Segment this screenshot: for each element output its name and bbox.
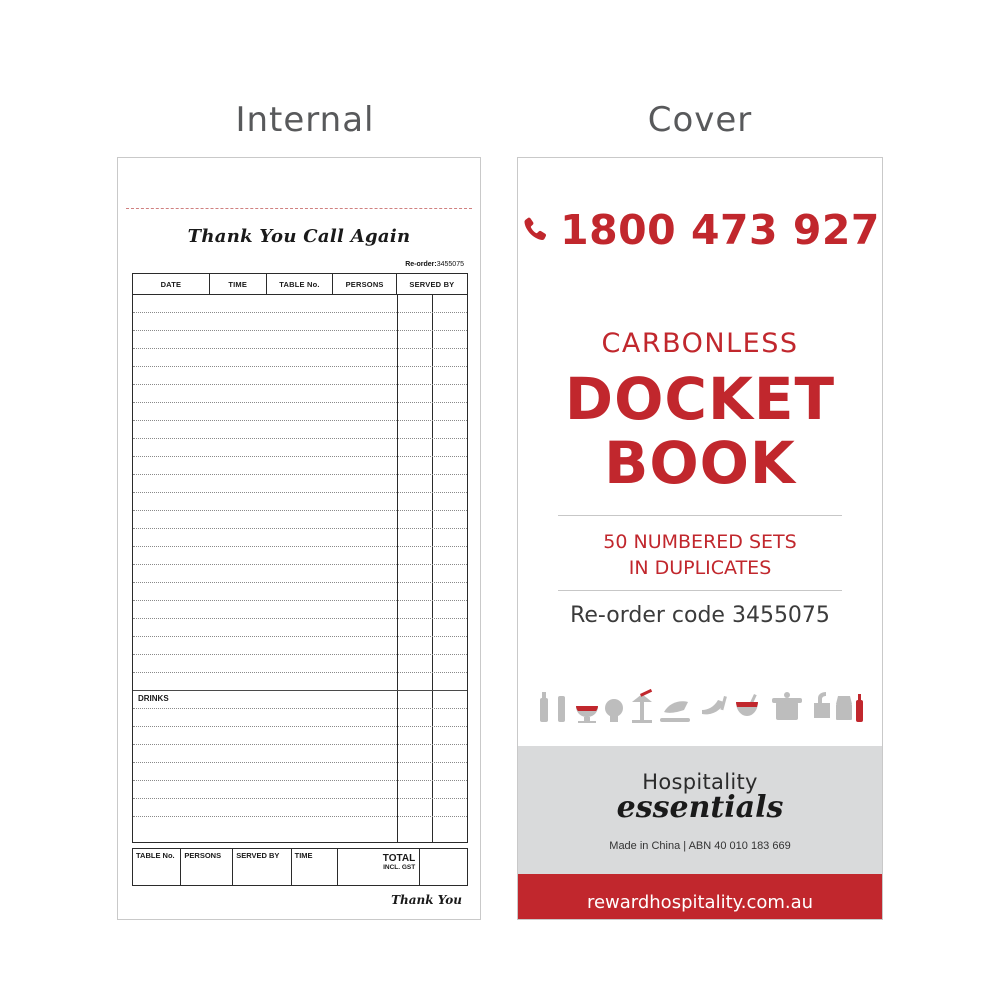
rule-line	[133, 780, 467, 781]
rule-line	[133, 492, 467, 493]
rule-line	[133, 474, 467, 475]
reorder-label: Re-order:	[405, 261, 437, 268]
rule-line	[133, 636, 467, 637]
phone-number: 1800 473 927	[560, 206, 880, 254]
phone-icon	[520, 213, 550, 247]
table-vertical-rule-right2	[432, 294, 433, 842]
footer-label-table-no: TABLE No.	[133, 849, 181, 885]
reorder-number: 3455075	[436, 261, 464, 268]
panel-title-cover: Cover	[647, 100, 753, 140]
rule-line	[133, 330, 467, 331]
divider-line-bottom	[558, 590, 842, 591]
panel-title-internal: Internal	[235, 100, 375, 140]
rule-line	[133, 708, 467, 709]
rule-line	[133, 384, 467, 385]
divider-line-top	[558, 515, 842, 516]
rule-line	[133, 600, 467, 601]
footer-label-served-by: SERVED BY	[233, 849, 291, 885]
thank-you-call-again-text: Thank You Call Again	[187, 226, 411, 247]
rule-line	[133, 744, 467, 745]
rule-line	[133, 438, 467, 439]
rule-line	[133, 348, 467, 349]
title-docket: DOCKET	[564, 365, 836, 433]
rule-line	[133, 456, 467, 457]
brand-name-hospitality: Hospitality	[642, 770, 758, 794]
drinks-section-divider	[133, 690, 467, 691]
perforation-line	[126, 208, 472, 209]
sets-description	[518, 530, 882, 581]
column-header-served-by: SERVED BY	[409, 279, 455, 289]
rule-line	[133, 402, 467, 403]
rule-line	[133, 762, 467, 763]
column-header-time: TIME	[210, 274, 267, 294]
footer-total-cell	[338, 849, 420, 885]
column-header-persons: PERSONS	[333, 274, 396, 294]
docket-table	[132, 273, 468, 843]
rule-line	[133, 312, 467, 313]
rule-line	[133, 816, 467, 817]
rule-line	[133, 564, 467, 565]
hospitality-icons-strip	[536, 688, 864, 733]
sets-line-1: 50 NUMBERED SETS	[603, 531, 797, 553]
phone-row	[518, 206, 882, 254]
website-url: rewardhospitality.com.au	[586, 892, 814, 913]
brand-name-essentials: essentials	[616, 790, 784, 825]
rule-line	[133, 420, 467, 421]
sets-line-2: IN DUPLICATES	[628, 556, 772, 579]
total-gst-note: INCL. GST	[383, 864, 416, 871]
made-in-abn-text: Made in China | ABN 40 010 183 669	[609, 840, 791, 852]
rule-line	[133, 528, 467, 529]
reorder-code-cover: Re-order code 3455075	[570, 603, 830, 628]
column-header-table-no: TABLE No.	[267, 274, 334, 294]
drinks-section-label: DRINKS	[138, 694, 169, 703]
rule-line	[133, 726, 467, 727]
rule-line	[133, 618, 467, 619]
total-label: TOTAL	[382, 853, 416, 864]
bottle-icon	[540, 698, 548, 722]
rule-line	[133, 798, 467, 799]
carbonless-label: CARBONLESS	[601, 328, 799, 359]
rule-line	[133, 366, 467, 367]
footer-label-persons: PERSONS	[181, 849, 233, 885]
rule-line	[133, 510, 467, 511]
table-vertical-rule-right1	[397, 294, 398, 842]
column-header-date: DATE	[133, 274, 210, 294]
footer-label-time: TIME	[292, 849, 339, 885]
docket-footer-table	[132, 848, 468, 886]
docket-table-header	[133, 274, 467, 295]
rule-line	[133, 582, 467, 583]
rule-line	[133, 672, 467, 673]
docket-table-body	[133, 294, 467, 842]
rule-line	[133, 654, 467, 655]
footer-amount-cell	[420, 849, 467, 885]
internal-docket-image	[117, 157, 481, 920]
thank-you-bottom-text: Thank You	[391, 893, 462, 907]
reorder-code-internal	[405, 261, 464, 268]
rule-line	[133, 546, 467, 547]
title-book: BOOK	[604, 429, 796, 497]
cover-image	[517, 157, 883, 920]
